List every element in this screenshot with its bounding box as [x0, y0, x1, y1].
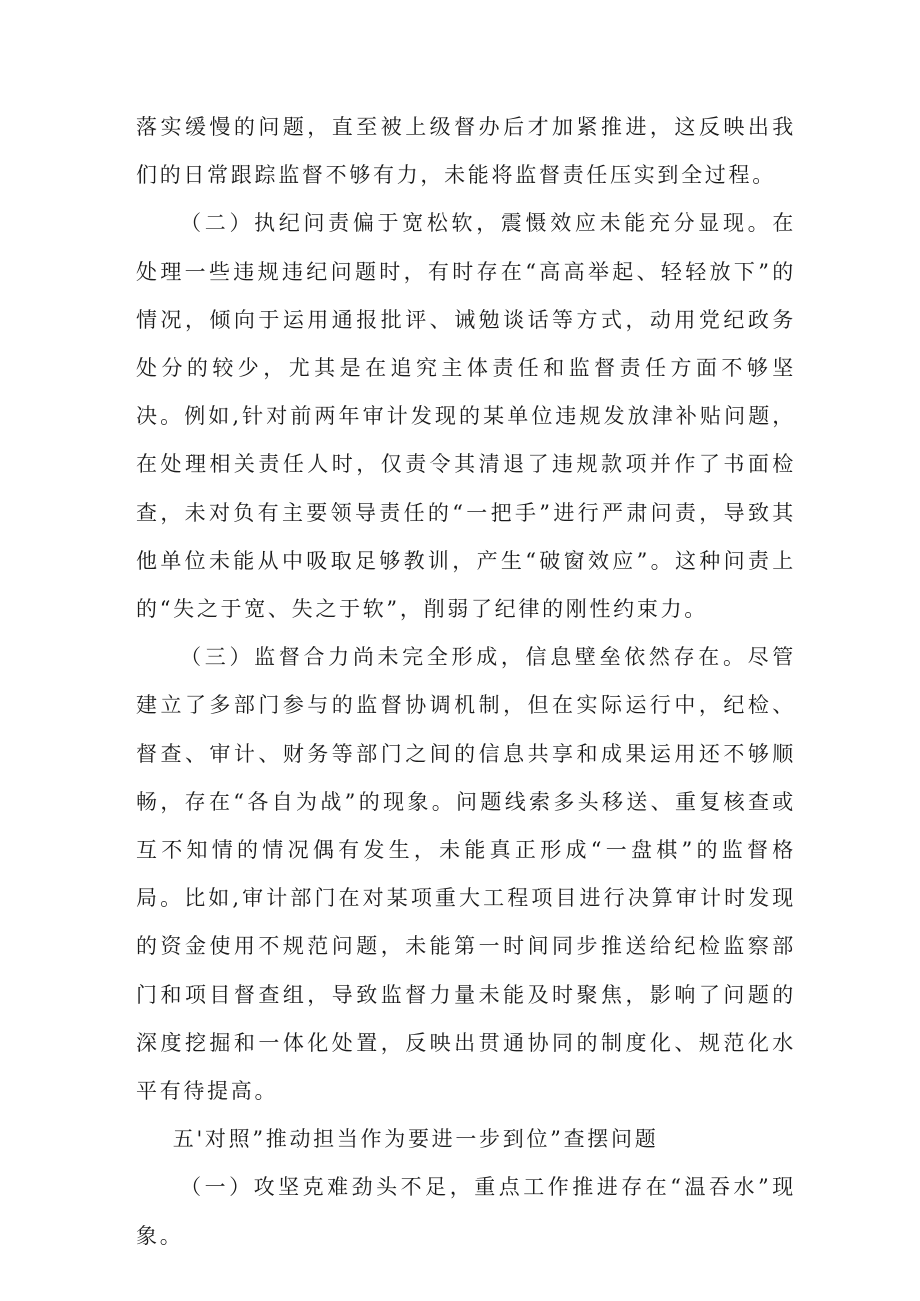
paragraph-continuation: 落实缓慢的问题，直至被上级督办后才加紧推进，这反映出我们的日常跟踪监督不够有力，未能将监督责任压实到全过程。	[136, 115, 796, 188]
section-heading: 五'对照”推动担当作为要进一步到位”查摆问题	[172, 1127, 659, 1152]
paragraph-supervision-synergy: （三）监督合力尚未完全形成，信息壁垒依然存在。尽管建立了多部门参与的监督协调机制，但在实际运行中，纪检、督查、审计、财务等部门之间的信息共享和成果运用还不够顺畅，存在“各自为战”的现象。问题线索多头移送、重复核查或互不知情的情况偶有发生，未能真正形成“一盘棋”的监督格局。比如,审计部门在对某项重大工程项目进行决算审计时发现的资金使用不规范问题，未能第一时间同步推送给纪检监察部门和项目督查组，导致监督力量未能及时聚焦，影响了问题的深度挖掘和一体化处置，反映出贯通协同的制度化、规范化水平有待提高。	[136, 645, 796, 1104]
paragraph-tackling-difficulties: （一）攻坚克难劲头不足，重点工作推进存在“温吞水”现象。	[136, 1175, 796, 1248]
document-body	[136, 103, 796, 1260]
paragraph-discipline-accountability: （二）执纪问责偏于宽松软，震慑效应未能充分显现。在处理一些违规违纪问题时，有时存在“高高举起、轻轻放下”的情况，倾向于运用通报批评、诫勉谈话等方式，动用党纪政务处分的较少，尤其是在追究主体责任和监督责任方面不够坚决。例如,针对前两年审计发现的某单位违规发放津补贴问题，在处理相关责任人时，仅责令其清退了违规款项并作了书面检查，未对负有主要领导责任的“一把手”进行严肃问责，导致其他单位未能从中吸取足够教训，产生“破窗效应”。这种问责上的“失之于宽、失之于软”，削弱了纪律的刚性约束力。	[136, 211, 796, 622]
